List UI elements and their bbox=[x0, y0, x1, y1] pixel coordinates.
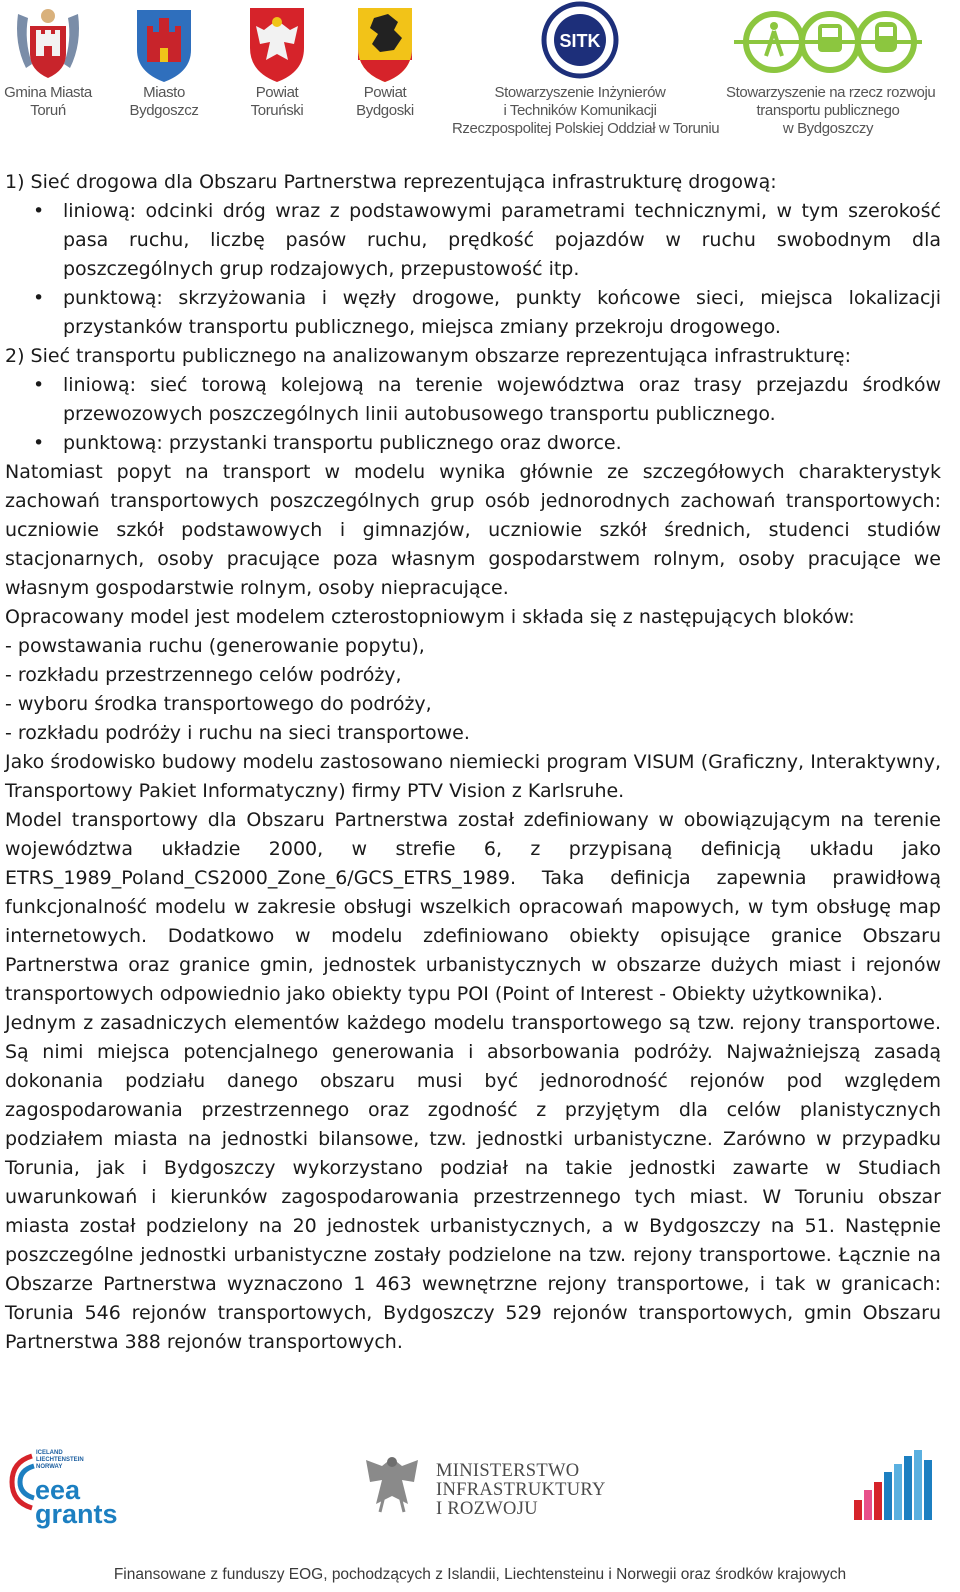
logo-stowarzyszenie-transport bbox=[726, 4, 936, 138]
bydgoszcz-coat-of-arms-icon bbox=[133, 4, 195, 84]
powiat-torunski-eagle-icon bbox=[246, 4, 308, 84]
powiat-bydgoski-griffin-icon bbox=[354, 4, 416, 84]
section-2-list bbox=[5, 371, 941, 458]
logo-caption-line2: Bydgoski bbox=[356, 102, 414, 119]
paragraph-visum: Jako środowisko budowy modelu zastosowano niemiecki program VISUM (Graficzny, Interaktywny, Transportowy Pakiet Informatyczny) firmy PTV Vision z Karlsruhe. bbox=[5, 751, 941, 802]
eea-grants-logo-icon bbox=[6, 1452, 36, 1512]
eea-wordmark-line2: grants bbox=[35, 1499, 118, 1529]
logo-caption-line3: w Bydgoszczy bbox=[782, 120, 874, 137]
list-item: • liniową: odcinki dróg wraz z podstawowymi parametrami technicznymi, w tym szerokość pasa ruchu, liczbę pasów ruchu, prędkość pojazdów w ruchu swobodnym dla poszczególnych grup rodzajowych, przepustowość itp. bbox=[5, 197, 941, 284]
list-item: • punktową: przystanki transportu publicznego oraz dworce. bbox=[5, 429, 941, 458]
torun-angel-coat-of-arms-icon bbox=[12, 4, 84, 84]
transport-circles-icon bbox=[730, 4, 926, 80]
sitk-emblem-icon bbox=[540, 0, 620, 80]
paragraph-coordinate-system: Model transportowy dla Obszaru Partnerstwa został zdefiniowany w obowiązującym na terenie województwa układzie 2000, w strefie 6, z przypisaną definicją układu jako ETRS_1989_Poland_CS2000_Zone_6/GCS_ETRS_1989. Taka definicja zapewnia prawidłową funkcjonalność modelu w zakresie obsługi wszelkich opracowań mapowych, w tym obsługę map internetowych. Dodatkowo w modelu zdefiniowano obiekty opisujące granice Obszaru Partnerstwa oraz granice gmin, jednostek urbanistycznych w obszarze dużych miast i rejonów transportowych odpowiednio jako obiekty typu POI (Point of Interest - Obiekty użytkownika). bbox=[5, 809, 941, 1005]
model-step: - wyboru środka transportowego do podróży, bbox=[5, 693, 432, 715]
logo-caption-line1: Stowarzyszenie na rzecz rozwoju bbox=[726, 84, 936, 101]
ministry-line2: INFRASTRUKTURY bbox=[436, 1480, 606, 1500]
logo-caption-line2: i Techników Komunikacji bbox=[503, 102, 657, 119]
logo-caption-line2: Toruń bbox=[30, 102, 66, 119]
paragraph-model: Opracowany model jest modelem czterostopniowym i składa się z następujących bloków: bbox=[5, 606, 855, 628]
logo-caption-line1: Powiat bbox=[255, 84, 299, 101]
logo-gmina-torun bbox=[2, 4, 94, 120]
logo-caption-line1: Gmina Miasta bbox=[4, 84, 92, 101]
section-2-intro: 2) Sieć transportu publicznego na analizowanym obszarze reprezentująca infrastrukturę: bbox=[5, 345, 852, 367]
model-step: - powstawania ruchu (generowanie popytu), bbox=[5, 635, 425, 657]
logo-caption-line1: Miasto bbox=[143, 84, 185, 101]
ministry-line3: I ROZWOJU bbox=[436, 1499, 538, 1519]
section-1-intro: 1) Sieć drogowa dla Obszaru Partnerstwa reprezentująca infrastrukturę drogową: bbox=[5, 171, 777, 193]
skyline-bars-logo-icon bbox=[852, 1446, 942, 1522]
list-item: • punktową: skrzyżowania i węzły drogowe, punkty końcowe sieci, miejsca lokalizacji przystanków transportu publicznego, miejsca zmiany przekroju drogowego. bbox=[5, 284, 941, 342]
polish-eagle-emblem-icon bbox=[360, 1452, 424, 1518]
ministry-line1: MINISTERSTWO bbox=[436, 1461, 580, 1481]
logo-caption-line1: Stowarzyszenie Inżynierów bbox=[494, 84, 666, 101]
logo-caption-line3: Rzeczpospolitej Polskiej Oddział w Toruniu bbox=[452, 120, 720, 137]
list-item: • liniową: sieć torową kolejową na terenie województwa oraz trasy przejazdu środków przewozowych poszczególnych linii autobusowego transportu publicznego. bbox=[5, 371, 941, 429]
logo-caption-line1: Powiat bbox=[363, 84, 407, 101]
funding-statement: Finansowane z funduszy EOG, pochodzących z Islandii, Liechtensteinu i Norwegii oraz środków krajowych bbox=[113, 1566, 847, 1583]
document-body bbox=[5, 168, 941, 1357]
paragraph-demand: Natomiast popyt na transport w modelu wynika głównie ze szczegółowych charakterystyk zachowań transportowych poszczególnych grup osób jednorodnych zachowań transportowych: uczniowie szkół podstawowych i gimnazjów, uczniowie szkół średnich, studenci studiów stacjonarnych, osoby pracujące poza własnym gospodarstwem rolnym, osoby pracujące we własnym gospodarstwie rolnym, osoby niepracujące. bbox=[5, 461, 941, 599]
logo-miasto-bydgoszcz bbox=[118, 4, 210, 120]
logo-powiat-bydgoski bbox=[340, 4, 430, 120]
logo-caption-line2: Bydgoszcz bbox=[129, 102, 199, 119]
model-step: - rozkładu przestrzennego celów podróży, bbox=[5, 664, 402, 686]
logo-caption-line2: Toruński bbox=[250, 102, 304, 119]
sitk-emblem-text: SITK bbox=[559, 31, 601, 51]
logo-caption-line2: transportu publicznego bbox=[756, 102, 900, 119]
eea-wordmark-line1: eea bbox=[35, 1475, 81, 1505]
logo-powiat-torunski bbox=[232, 4, 322, 120]
section-1-list bbox=[5, 197, 941, 342]
ministry-logo-text bbox=[436, 1462, 606, 1519]
model-step: - rozkładu podróży i ruchu na sieci transportowe. bbox=[5, 722, 470, 744]
eea-grants-wordmark bbox=[35, 1475, 118, 1529]
logo-sitk bbox=[452, 0, 720, 138]
header-logos bbox=[0, 0, 960, 150]
paragraph-transport-zones: Jednym z zasadniczych elementów każdego modelu transportowego są tzw. rejony transportowe. Są nimi miejsca potencjalnego generowania i absorbowania podróży. Najważniejszą zasadą dokonania podziału danego obszaru musi być jednorodność rejonów pod względem zagospodarowania przestrzennego oraz zgodność z przyjętym dla celów planistycznych podziałem miasta na jednostki bilansowe, tzw. jednostki urbanistyczne. Zarówno w przypadku Torunia, jak i Bydgoszczy wykorzystano podział na takie jednostki zawarte w Studiach uwarunkowań i kierunków zagospodarowania przestrzennego tych miast. W Toruniu obszar miasta został podzielony na 20 jednostek urbanistycznych, a w Bydgoszczy na 51. Następnie poszczególne jednostki urbanistyczne zostały podzielone na tzw. rejony transportowe. Łącznie na Obszarze Partnerstwa wyznaczono 1 463 wewnętrzne rejony transportowe, i tak w granicach: Torunia 546 rejonów transportowych, Bydgoszczy 529 rejonów transportowych, gmin Obszaru Partnerstwa 388 rejonów transportowych. bbox=[5, 1012, 941, 1353]
eea-countries-text: ICELAND LIECHTENSTEIN NORWAY bbox=[36, 1450, 84, 1470]
